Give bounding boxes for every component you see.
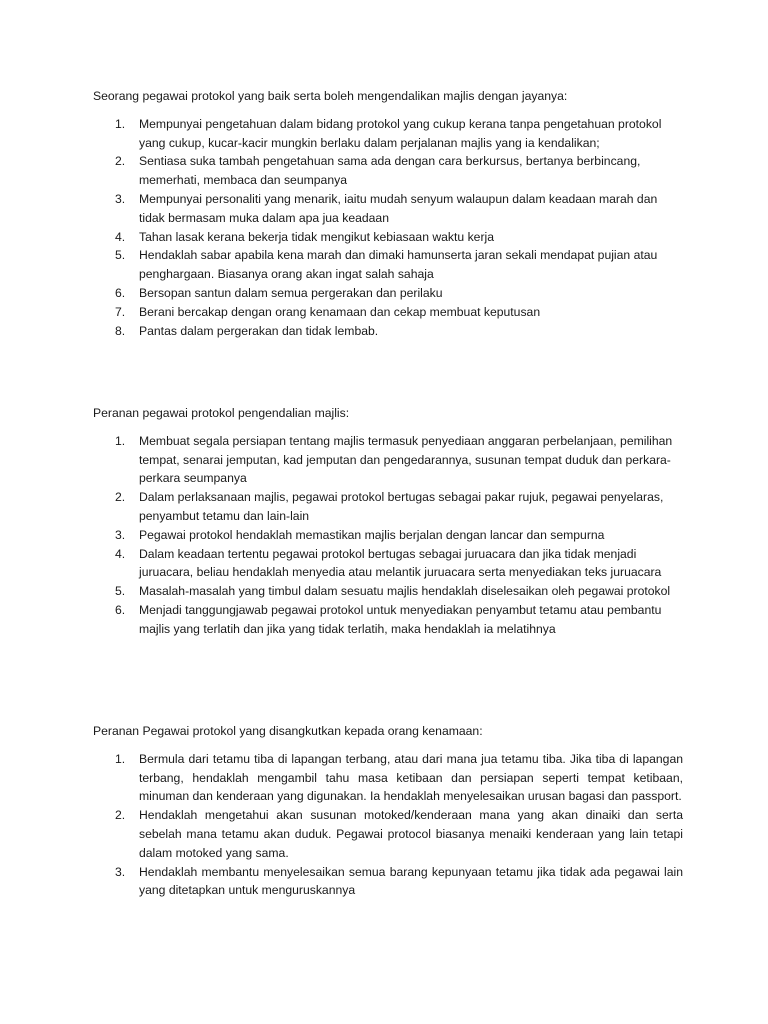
numbered-list	[93, 750, 683, 900]
section-vip-roles	[93, 722, 683, 900]
list-number: 1.	[115, 751, 126, 766]
section-heading: Peranan Pegawai protokol yang disangkutkan kepada orang kenamaan:	[93, 724, 483, 738]
list-item-text: Pantas dalam pergerakan dan tidak lembab.	[139, 323, 379, 338]
list-number: 4.	[115, 229, 126, 244]
list-number: 7.	[115, 304, 126, 319]
list-number: 1.	[115, 116, 126, 131]
section-event-roles	[93, 404, 683, 639]
list-number: 6.	[115, 285, 126, 300]
list-item	[93, 863, 683, 901]
numbered-list	[93, 115, 683, 341]
list-item	[93, 284, 683, 303]
list-item-text: Masalah-masalah yang timbul dalam sesuatu majlis hendaklah diselesaikan oleh pegawai protokol	[139, 584, 671, 599]
list-item-text: Sentiasa suka tambah pengetahuan sama ada dengan cara berkursus, bertanya berbincang, memerhati, membaca dan seumpanya	[139, 154, 641, 188]
list-item	[93, 152, 683, 190]
list-item	[93, 228, 683, 247]
list-item-text: Bermula dari tetamu tiba di lapangan terbang, atau dari mana jua tetamu tiba. Jika tiba di lapangan terbang, hendaklah mengambil tahu masa ketibaan dan persiapan seperti tempat ketibaan, minuman dan kenderaan yang digunakan. Ia hendaklah menyelesaikan urusan bagasi dan passport.	[139, 751, 683, 804]
list-item	[93, 115, 683, 153]
list-item-text: Dalam keadaan tertentu pegawai protokol bertugas sebagai juruacara dan jika tidak menjadi juruacara, beliau hendaklah menyedia atau melantik juruacara serta menyediakan teks juruacara	[139, 546, 662, 580]
list-number: 8.	[115, 323, 126, 338]
list-item-text: Berani bercakap dengan orang kenamaan dan cekap membuat keputusan	[139, 304, 541, 319]
list-item	[93, 190, 683, 228]
list-item-text: Hendaklah mengetahui akan susunan motoked/kenderaan mana yang akan dinaiki dan serta sebelah mana tetamu akan duduk. Pegawai protocol biasanya menaiki kenderaan yang lain tetapi dalam motoked yang sama.	[139, 808, 683, 860]
list-item	[93, 806, 683, 862]
list-item	[93, 545, 683, 583]
list-item-text: Hendaklah membantu menyelesaikan semua barang kepunyaan tetamu jika tidak ada pegawai lain yang ditetapkan untuk menguruskannya	[139, 864, 683, 898]
list-item	[93, 322, 683, 341]
list-item-text: Bersopan santun dalam semua pergerakan dan perilaku	[139, 285, 443, 300]
list-item-text: Membuat segala persiapan tentang majlis termasuk penyediaan anggaran perbelanjaan, pemilihan tempat, senarai jemputan, kad jemputan dan pengedarannya, susunan tempat duduk dan perkara-perkara seumpanya	[139, 433, 673, 486]
list-item	[93, 488, 683, 526]
list-item	[93, 750, 683, 806]
list-number: 3.	[115, 527, 126, 542]
list-item	[93, 601, 683, 639]
list-number: 5.	[115, 584, 126, 599]
list-item	[93, 526, 683, 545]
list-number: 4.	[115, 546, 126, 561]
list-number: 2.	[115, 154, 126, 169]
list-item-text: Mempunyai personaliti yang menarik, iaitu mudah senyum walaupun dalam keadaan marah dan tidak bermasam muka dalam apa jua keadaan	[139, 191, 658, 225]
list-item-text: Mempunyai pengetahuan dalam bidang protokol yang cukup kerana tanpa pengetahuan protokol yang cukup, kucar-kacir mungkin berlaku dalam perjalanan majlis yang ia kendalikan;	[139, 116, 662, 150]
list-item-text: Dalam perlaksanaan majlis, pegawai protokol bertugas sebagai pakar rujuk, pegawai penyelaras, penyambut tetamu dan lain-lain	[139, 490, 664, 523]
list-item-text: Hendaklah sabar apabila kena marah dan dimaki hamunserta jaran sekali mendapat pujian atau penghargaan. Biasanya orang akan ingat salah sahaja	[139, 248, 658, 282]
list-item	[93, 582, 683, 601]
list-item	[93, 246, 683, 284]
section-heading: Peranan pegawai protokol pengendalian majlis:	[93, 406, 350, 420]
list-number: 2.	[115, 808, 126, 823]
list-number: 1.	[115, 433, 126, 448]
list-number: 3.	[115, 864, 126, 879]
list-number: 3.	[115, 191, 126, 206]
list-item-text: Menjadi tanggungjawab pegawai protokol untuk menyediakan penyambut tetamu atau pembantu majlis yang terlatih dan jika yang tidak terlatih, maka hendaklah ia melatihnya	[139, 602, 662, 636]
list-number: 6.	[115, 602, 126, 617]
list-number: 2.	[115, 490, 126, 505]
list-item-text: Pegawai protokol hendaklah memastikan majlis berjalan dengan lancar dan sempurna	[139, 527, 605, 542]
list-item-text: Tahan lasak kerana bekerja tidak mengikut kebiasaan waktu kerja	[139, 229, 494, 244]
list-number: 5.	[115, 248, 126, 263]
section-qualities	[93, 87, 683, 340]
numbered-list	[93, 432, 683, 639]
list-item	[93, 303, 683, 322]
list-item	[93, 432, 683, 488]
section-heading: Seorang pegawai protokol yang baik serta boleh mengendalikan majlis dengan jayanya:	[93, 89, 568, 103]
